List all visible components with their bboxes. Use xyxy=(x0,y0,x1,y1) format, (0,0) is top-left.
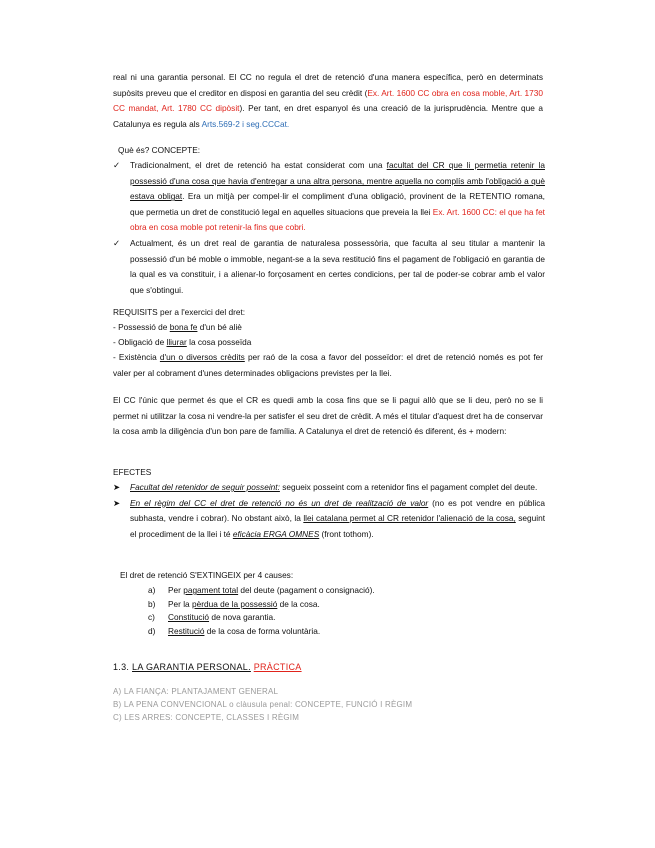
intro-paragraph xyxy=(113,70,543,132)
efecte-2: ➤ En el règim del CC el dret de retenció no és un dret de realització de valor (no es pot vendre en pública subhasta, vendre i cobrar). No obstant això, la llei catalana permet al CR retenidor l'alienació de la cosa, seguint el procediment de la llei i té eficàcia ERGA OMNES (front tothom). xyxy=(113,497,546,539)
ccat-articles-link[interactable]: Arts.569-2 i seg.CCCat. xyxy=(201,118,290,129)
intro-article-refs: Ex. Art. 1600 CC obra en cosa moble, Art. 1730 CC mandat, Art. 1780 CC dipòsit xyxy=(113,87,543,114)
arrowhead-icon: ➤ xyxy=(113,497,120,508)
extingeix-list xyxy=(138,584,538,638)
requisit-1: - Possessió de bona fe d'un bé aliè xyxy=(113,322,242,332)
concepte-item-traditional: ✓ Tradicionalment, el dret de retenció ha estat considerat com una facultat del CR que li permetia retenir la possessió d'una cosa que havia d'entregar a una altra persona, mentre aquella no complís amb l'obligació a què estava obligat. Era un mitjà per compel·lir el compliment d'una obligació, provinent de la RETENTIO romana, que permetia un dret de constitució legal en aquelles situacions que preveia la llei Ex. Art. 1600 CC: el que ha fet obra en cosa moble pot retenir-la fins que cobri. xyxy=(113,160,545,233)
section-heading: 1.3. LA GARANTIA PERSONAL. PRÀCTICA xyxy=(113,662,302,672)
efectes-heading: EFECTES xyxy=(113,467,152,477)
concepte-list xyxy=(113,158,545,298)
subsection-item-arres[interactable]: C) LES ARRES: CONCEPTE, CLASSES I RÈGIM xyxy=(113,712,300,722)
practice-link[interactable]: PRÀCTICA xyxy=(253,662,302,672)
checkmark-icon: ✓ xyxy=(113,160,120,170)
requisit-3: - Existència d'un o diversos crèdits per raó de la cosa a favor del posseïdor: el dret de retenció només es pot fer valer per al cobrament d'unes determinades obligacions previstes per la llei. xyxy=(113,352,544,378)
extingeix-item-c: c) Constitució de nova garantia. xyxy=(148,612,276,622)
subsection-list xyxy=(113,686,553,724)
extingeix-item-d: d) Restitució de la cosa de forma voluntària. xyxy=(148,625,321,636)
requisit-2: - Obligació de lliurar la cosa posseïda xyxy=(113,337,252,347)
subsection-item-fianca[interactable]: A) LA FIANÇA: PLANTAJAMENT GENERAL xyxy=(113,687,279,696)
subsection-item-pena[interactable]: B) LA PENA CONVENCIONAL o clàusula penal: CONCEPTE, FUNCIÓ I RÈGIM xyxy=(113,699,413,709)
cc-paragraph: El CC l'únic que permet és que el CR es quedi amb la cosa fins que se li pagui allò que se li deu, però no se li permet ni utilitzar la cosa ni vendre-la per satisfer el seu dret de crèdit. A més el titular d'aquest dret ha de conservar la cosa amb la diligència d'un bon pare de família. A Catalunya el dret de retenció és diferent, és + modern: xyxy=(113,395,543,437)
concepte-heading: Què és? CONCEPTE: xyxy=(118,145,201,155)
art-1600-example: Ex. Art. 1600 CC: el que ha fet obra en cosa moble pot retenir-la fins que cobri. xyxy=(130,206,545,233)
intro-text-2: ). Per tant, en dret espanyol és una creació de la jurisprudència. Mentre que a Catalunya es regula als xyxy=(113,103,543,129)
arrowhead-icon: ➤ xyxy=(113,482,120,492)
intro-text-1: real ni una garantia personal. El CC no regula el dret de retenció d'una manera específica, però en determinats supòsits preveu que el creditor en disposi en garantia del seu crèdit ( xyxy=(113,72,543,98)
extingeix-item-a: a) Per pagament total del deute (pagament o consignació). xyxy=(148,585,375,595)
checkmark-icon: ✓ xyxy=(113,237,120,248)
concepte-item-current: ✓ Actualment, és un dret real de garantia de naturalesa possessòria, que faculta al seu titular a mantenir la possessió d'un bé moble o immoble, negant-se a la seva restitució fins el pagament de l'obligació en garantia de la qual es va constituir, i a alienar-lo forçosament en certes condicions, per tal de poder-se cobrar amb el valor que s'obtingui. xyxy=(113,237,545,295)
efectes-list xyxy=(113,480,545,542)
extingeix-heading: El dret de retenció S'EXTINGEIX per 4 causes: xyxy=(120,570,294,580)
efecte-1: ➤ Facultat del retenidor de seguir posseint: segueix posseint com a retenidor fins el pagament complet del deute. xyxy=(113,480,545,496)
requisits-heading: REQUISITS per a l'exercici del dret: xyxy=(113,307,246,317)
extingeix-item-b: b) Per la pèrdua de la possessió de la cosa. xyxy=(148,598,320,609)
